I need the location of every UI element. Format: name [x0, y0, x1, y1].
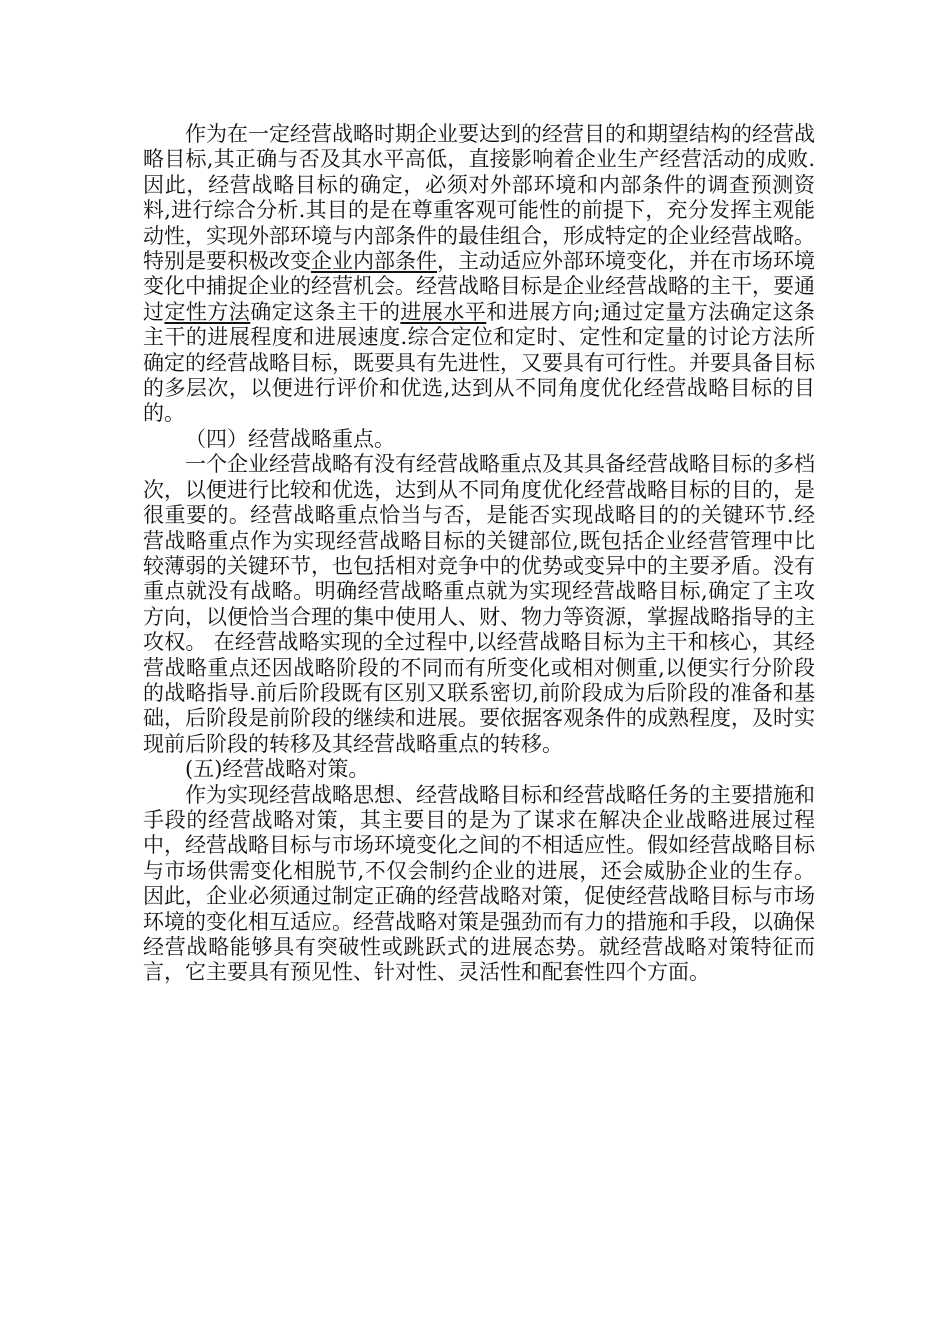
- section-heading-strategic-countermeasures: (五)经营战略对策。: [185, 757, 370, 782]
- paragraph-strategic-focus: 一个企业经营战略有没有经营战略重点及其具备经营战略目标的多档次，以便进行比较和优选，达到从不同角度优化经营战略目标的目的，是很重要的。经营战略重点恰当与否，是能否实现战略目的的关键环节.经营战略重点作为实现经营战略目标的关键部位,既包括企业经营管理中比较薄弱的关键环节，也包括相对竞争中的优势或变异中的主要矛盾。没有重点就没有战略。明确经营战略重点就为实现经营战略目标,确定了主攻方向，以便恰当合理的集中使用人、财、物力等资源，掌握战略指导的主攻权。 在经营战略实现的全过程中,以经营战略目标为主干和核心，其经营战略重点还因战略阶段的不同而有所变化或相对侧重,以便实行分阶段的战略指导.前后阶段既有区别又联系密切,前阶段成为后阶段的准备和基础，后阶段是前阶段的继续和进展。要依据客观条件的成熟程度，及时实现前后阶段的转移及其经营战略重点的转移。: [143, 452, 815, 756]
- link-qualitative-method[interactable]: 定性方法: [164, 299, 251, 324]
- paragraph-strategic-countermeasures: 作为实现经营战略思想、经营战略目标和经营战略任务的主要措施和手段的经营战略对策，其主要目的是为了谋求在解决企业战略进展过程中，经营战略目标与市场环境变化之间的不相适应性。假如经营战略目标与市场供需变化相脱节,不仅会制约企业的进展，还会威胁企业的生存。因此，企业必须通过制定正确的经营战略对策，促使经营战略目标与市场环境的变化相互适应。经营战略对策是强劲而有力的措施和手段，以确保经营战略能够具有突破性或跳跃式的进展态势。就经营战略对策特征而言，它主要具有预见性、针对性、灵活性和配套性四个方面。: [143, 782, 815, 985]
- paragraph-strategic-objectives: [143, 122, 815, 427]
- paragraph-text: 作为在一定经营战略时期企业要达到的经营目的和期望结构的经营战略目标,其正确与否及其水平高低，直接影响着企业生产经营活动的成败.因此，经营战略目标的确定，必须对外部环境和内部条件的调查预测资料,进行综合分析.其目的是在尊重客观可能性的前提下，充分发挥主观能动性，实现外部环境与内部条件的最佳组合，形成特定的企业经营战略。特别是要积极改变: [143, 122, 815, 274]
- link-internal-conditions[interactable]: 企业内部条件: [311, 249, 437, 274]
- link-development-level[interactable]: 进展水平: [400, 299, 487, 324]
- paragraph-text: 确定这条主干的: [250, 299, 401, 324]
- section-heading-strategic-focus: （四）经营战略重点。: [185, 426, 395, 451]
- paragraph-text: 和进展方向;通过定量方法确定这条主干的进展程度和进展速度.综合定位和定时、定性和定量的讨论方法所确定的经营战略目标，既要具有先进性，又要具有可行性。并要具备目标的多层次，以便进行评价和优选,达到从不同角度优化经营战略目标的目的。: [143, 299, 816, 426]
- document-body: [143, 122, 815, 986]
- paragraph-text: ，主动适应外部环境变化，并在市场环境变化中捕捉企业的经营机会。经营战略目标是企业经营战略的主干，要通过: [143, 249, 815, 324]
